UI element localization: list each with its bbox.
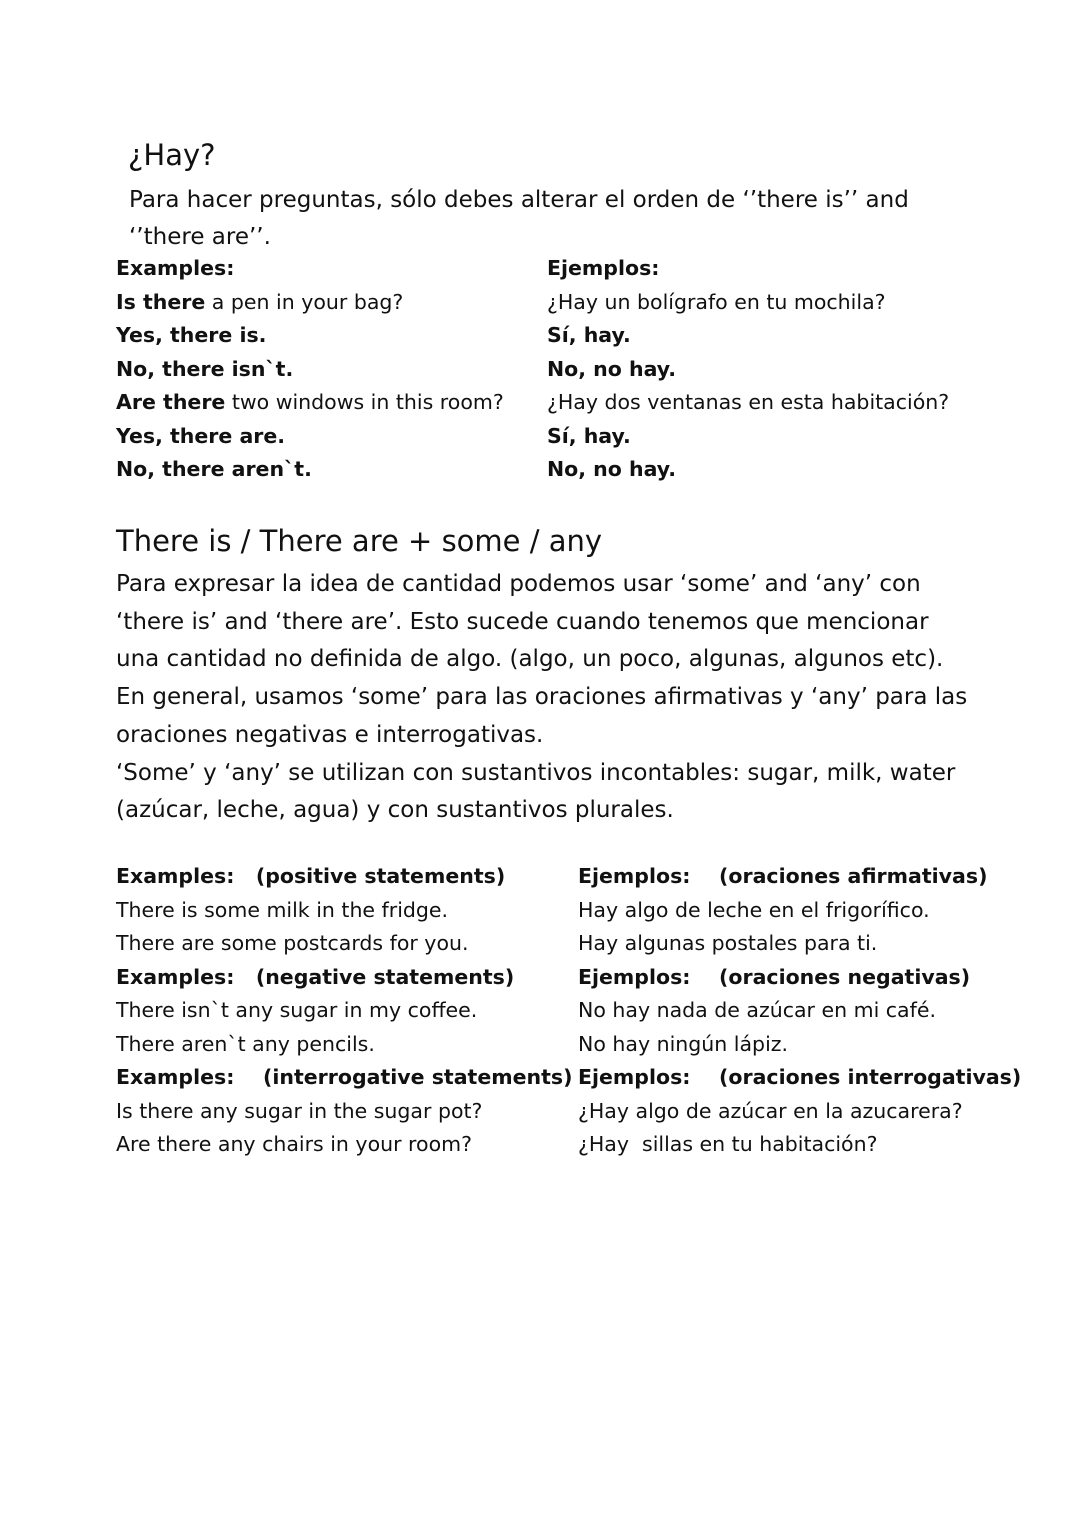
english-text: There isn`t any sugar in my coffee. [116,998,478,1022]
spanish-bold-text: No, no hay. [547,457,677,481]
english-bold-text: Examples: (positive statements) [116,864,506,888]
spanish-text: Hay algo de leche en el frigorífico. [578,897,930,922]
english-example [116,457,312,481]
spanish-bold-text: Sí, hay. [547,323,631,347]
spanish-example [578,1032,788,1056]
spanish-text: No hay nada de azúcar en mi café. [578,998,936,1022]
english-example [116,965,514,989]
example-row [0,931,1080,965]
example-row [0,864,1080,898]
spanish-example [547,323,631,347]
english-text: Is there any sugar in the sugar pot? [116,1098,483,1123]
spanish-example [578,1065,1021,1089]
example-row [0,1065,1080,1099]
english-text: There is some milk in the fridge. [116,897,449,922]
english-bold-text: Are there [116,390,226,414]
example-row [0,965,1080,999]
english-bold-text: Yes, there are. [116,423,286,448]
english-text: a pen in your bag? [205,289,404,314]
english-example [116,424,285,448]
intro-line: ‘’there are’’. [129,224,271,250]
some-any-paragraph [116,566,1016,830]
example-row [0,1032,1080,1066]
section-title-hay: ¿Hay? [128,138,216,172]
english-text: There are some postcards for you. [116,931,469,955]
spanish-text: ¿Hay algo de azúcar en la azucarera? [578,1098,963,1123]
english-example [116,1132,472,1156]
paragraph-line: oraciones negativas e interrogativas. [116,721,544,748]
english-example [116,1065,572,1089]
section-title-some-any: There is / There are + some / any [116,524,603,558]
spanish-bold-text: No, no hay. [547,356,677,381]
paragraph-line: En general, usamos ‘some’ para las oraciones afirmativas y ‘any’ para las [116,684,968,711]
english-example [116,898,448,922]
example-row [0,898,1080,932]
spanish-example [578,998,936,1022]
english-bold-text: No, there aren`t. [116,457,312,481]
english-example [116,1032,375,1056]
english-example [116,357,293,381]
english-text: Are there any chairs in your room? [116,1132,472,1156]
spanish-example [547,256,659,280]
spanish-text: Hay algunas postales para ti. [578,931,878,955]
spanish-bold-text: Ejemplos: (oraciones afirmativas) [578,864,988,888]
english-example [116,864,505,888]
example-row [0,290,1080,324]
english-text: two windows in this room? [225,390,504,414]
paragraph-line: ‘Some’ y ‘any’ se utilizan con sustantivos incontables: sugar, milk, water [116,759,956,786]
example-row [0,256,1080,290]
example-row [0,390,1080,424]
spanish-example [547,357,676,381]
spanish-example [578,965,970,989]
paragraph-line: una cantidad no definida de algo. (algo, un poco, algunas, algunos etc). [116,646,944,673]
english-bold-text: Is there [116,289,206,314]
spanish-example [547,390,949,414]
spanish-example [578,931,877,955]
example-row [0,1099,1080,1133]
paragraph-line: (azúcar, leche, agua) y con sustantivos plurales. [116,797,674,824]
english-example [116,290,403,314]
example-row [0,357,1080,391]
english-bold-text: Examples: [116,256,235,280]
english-example [116,998,477,1022]
spanish-text: ¿Hay sillas en tu habitación? [578,1132,878,1156]
example-row [0,323,1080,357]
example-row [0,1132,1080,1166]
spanish-bold-text: Sí, hay. [547,423,631,448]
spanish-example [578,898,930,922]
spanish-text: No hay ningún lápiz. [578,1031,789,1056]
spanish-bold-text: Ejemplos: (oraciones interrogativas) [578,1065,1022,1089]
spanish-text: ¿Hay dos ventanas en esta habitación? [547,390,950,414]
spanish-bold-text: Ejemplos: (oraciones negativas) [578,964,971,989]
spanish-example [547,424,631,448]
english-bold-text: Yes, there is. [116,323,267,347]
spanish-example [578,1099,963,1123]
spanish-example [578,1132,877,1156]
english-example [116,1099,482,1123]
spanish-example [547,457,676,481]
english-text: There aren`t any pencils. [116,1031,375,1056]
english-example [116,256,234,280]
english-example [116,390,504,414]
example-row [0,457,1080,491]
english-example [116,931,469,955]
english-bold-text: Examples: (interrogative statements) [116,1065,573,1089]
intro-paragraph [129,182,1029,256]
spanish-text: ¿Hay un bolígrafo en tu mochila? [547,289,886,314]
intro-line: Para hacer preguntas, sólo debes alterar el orden de ‘’there is’’ and [129,187,909,213]
spanish-example [578,864,987,888]
example-row [0,424,1080,458]
example-row [0,998,1080,1032]
paragraph-line: ‘there is’ and ‘there are’. Esto sucede cuando tenemos que mencionar [116,608,929,635]
spanish-bold-text: Ejemplos: [547,256,660,280]
english-bold-text: Examples: (negative statements) [116,964,515,989]
english-example [116,323,266,347]
paragraph-line: Para expresar la idea de cantidad podemos usar ‘some’ and ‘any’ con [116,571,921,597]
english-bold-text: No, there isn`t. [116,356,294,381]
spanish-example [547,290,886,314]
